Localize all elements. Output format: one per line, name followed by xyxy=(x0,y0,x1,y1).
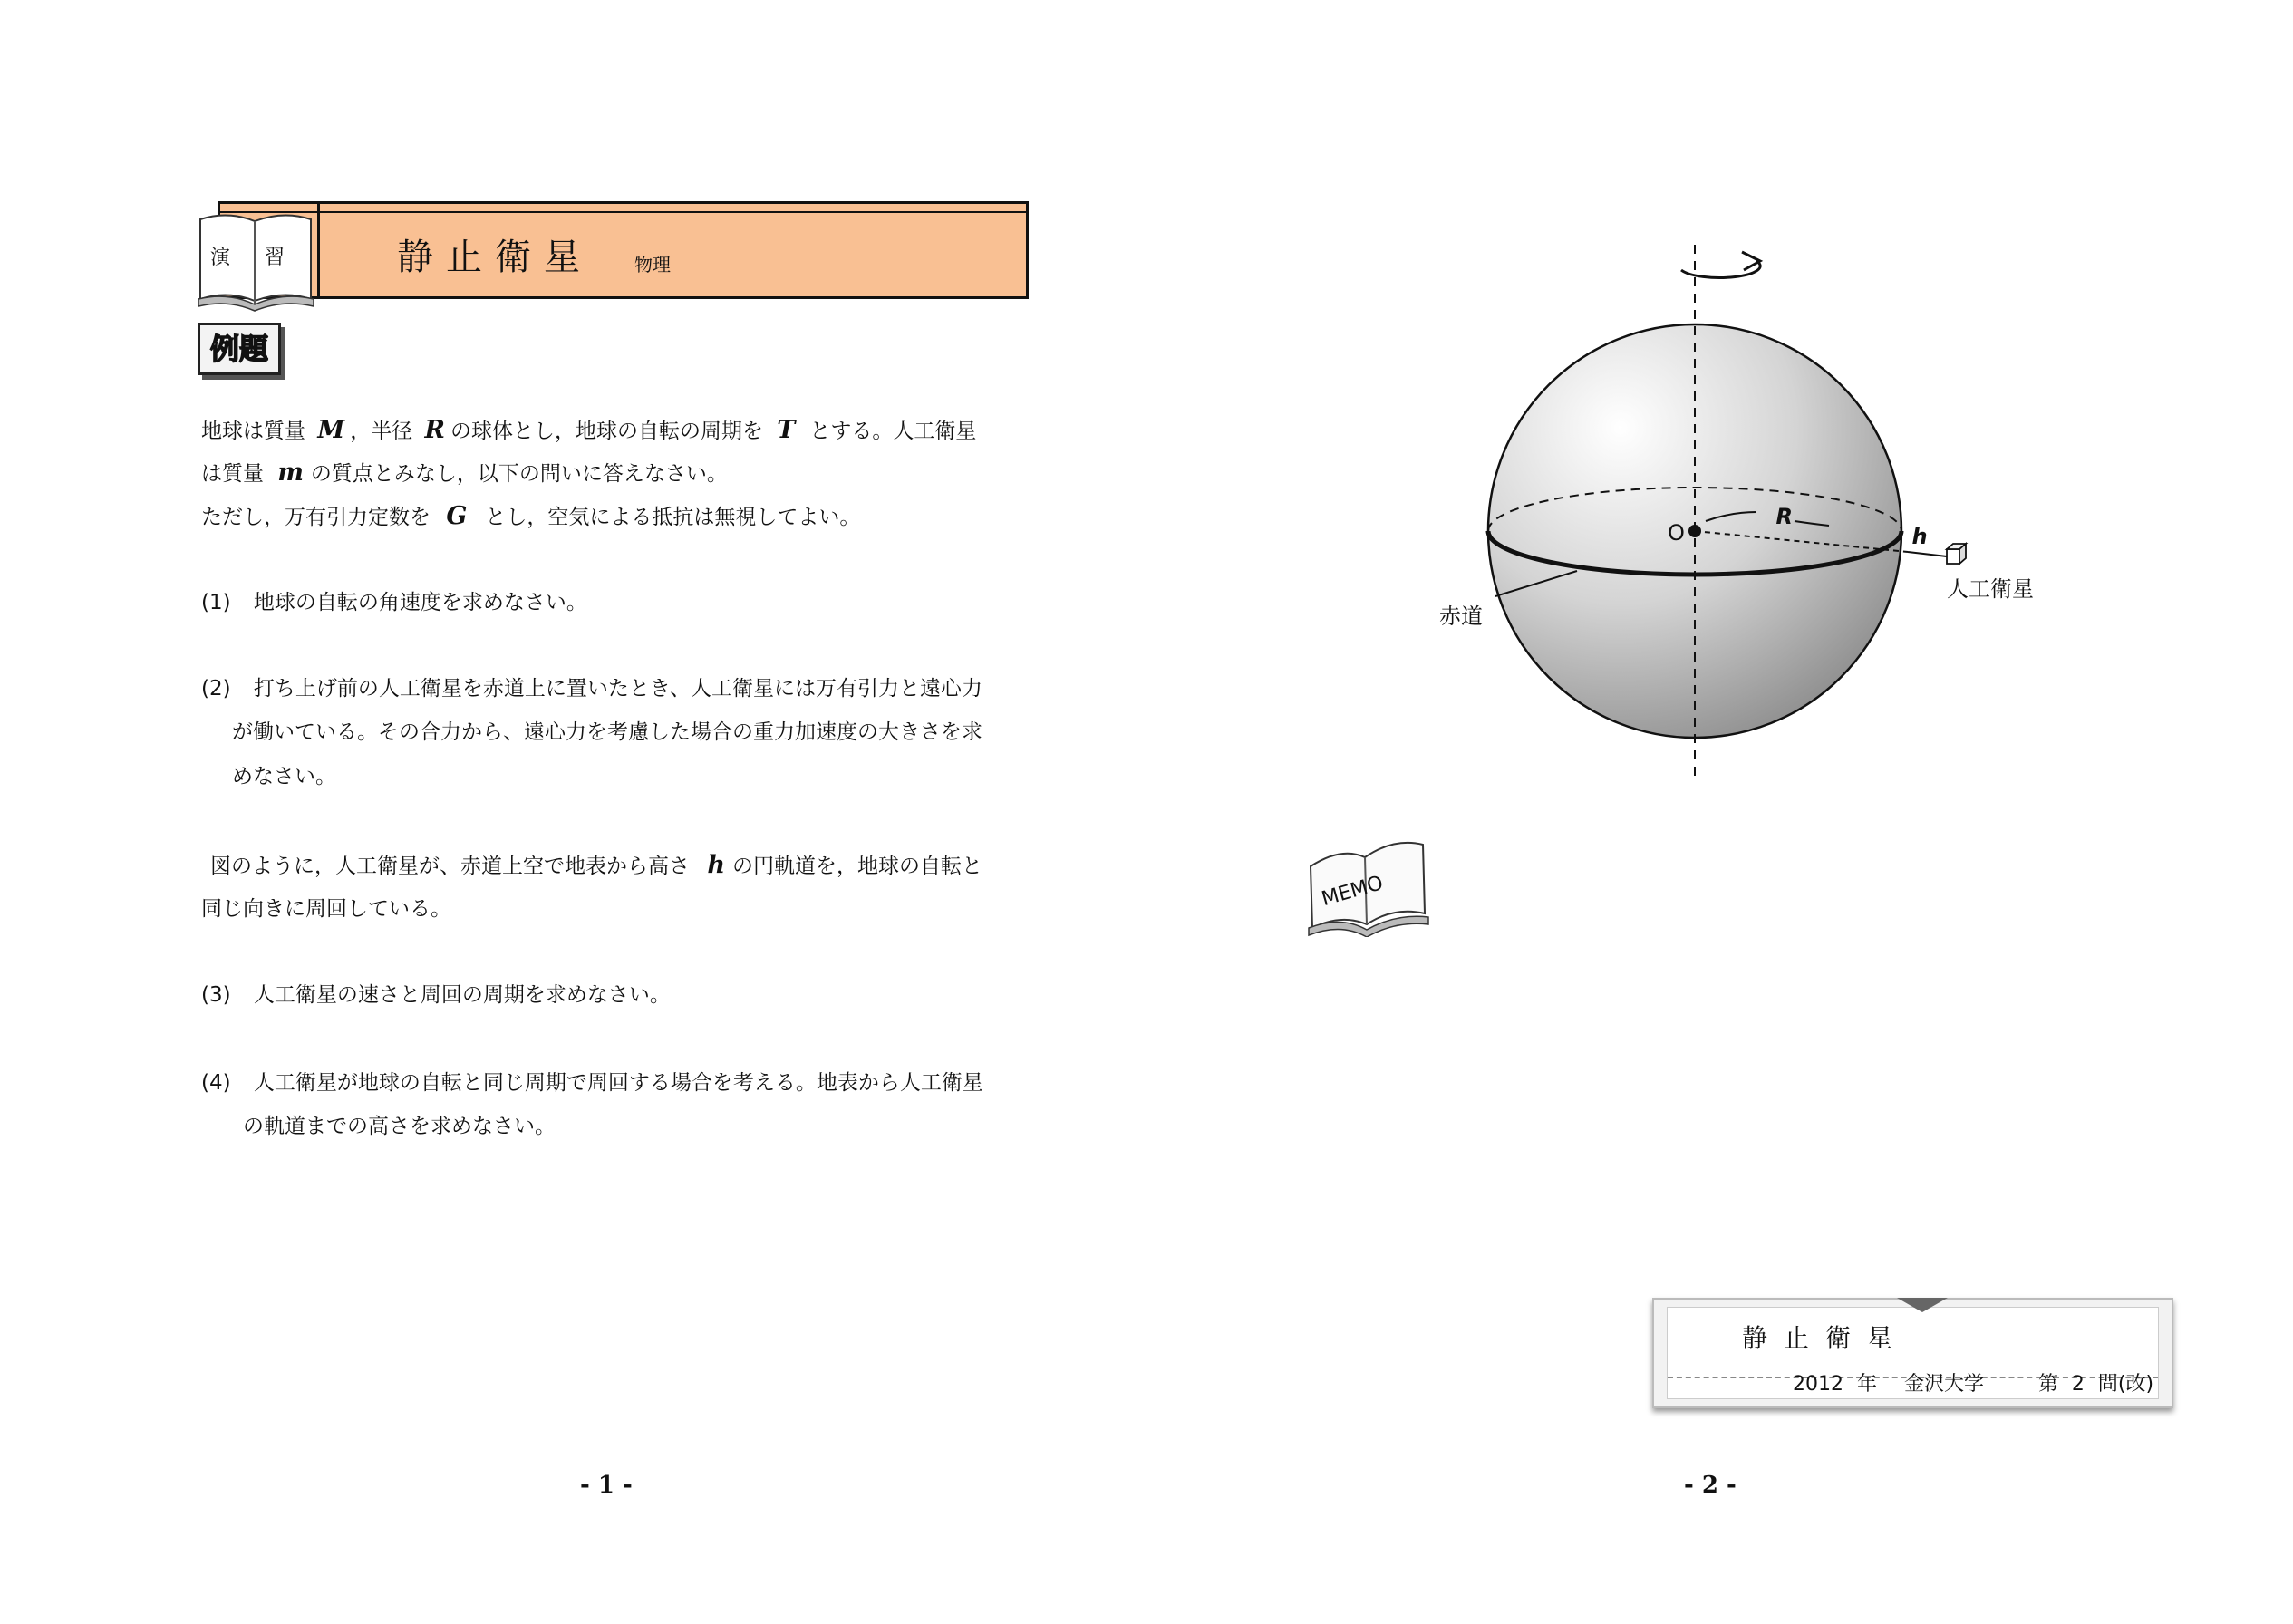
question-4-line-2: の軌道までの高さを求めなさい。 xyxy=(243,1115,556,1138)
book-label-right: 習 xyxy=(265,246,285,269)
memo-label: MEMO xyxy=(1319,872,1386,912)
intro-text: とし，空気による抵抗は無視してよい。 xyxy=(485,506,861,529)
question-3 xyxy=(201,981,671,1009)
question-text: 地球の自転の角速度を求めなさい。 xyxy=(253,591,587,614)
height-label: h xyxy=(1911,524,1928,549)
question-1 xyxy=(201,589,587,616)
satellite-label: 人工衛星 xyxy=(1947,576,2034,602)
intro-text: の質点とみなし，以下の問いに答えなさい。 xyxy=(310,462,728,486)
source-title: 静止衛星 xyxy=(1742,1323,1910,1353)
height-line xyxy=(1908,552,1947,556)
radius-label: R xyxy=(1775,504,1793,529)
book-label-left: 演 xyxy=(210,246,231,269)
intro-text: の球体とし，地球の自転の周期を xyxy=(450,420,763,443)
question-number: (2) xyxy=(201,677,231,701)
scenario-line-2: 同じ向きに周回している。 xyxy=(201,897,451,921)
equator-label: 赤道 xyxy=(1439,604,1483,629)
intro-line-3 xyxy=(201,503,860,531)
header-bar xyxy=(218,201,1029,299)
question-4-line-1 xyxy=(201,1069,983,1097)
source-notch xyxy=(1897,1298,1948,1312)
question-number: (1) xyxy=(201,591,231,614)
earth-satellite-diagram xyxy=(1414,236,2066,798)
intro-line-2 xyxy=(201,459,728,488)
question-number: (3) xyxy=(201,983,231,1007)
page-title: 静止衛星 xyxy=(397,237,593,278)
intro-text: は質量 xyxy=(201,462,264,486)
intro-text: ただし，万有引力定数を xyxy=(201,506,431,529)
page-number-left: - 1 - xyxy=(580,1472,633,1499)
source-meta: 2012 年 金沢大学 第 2 問(改) xyxy=(1793,1373,2154,1396)
question-2-line-1 xyxy=(201,675,982,702)
question-text: 打ち上げ前の人工衛星を赤道上に置いたとき、人工衛星には万有引力と遠心力 xyxy=(253,677,982,701)
var-radius: R xyxy=(424,416,445,444)
satellite-cube-icon xyxy=(1947,544,1966,564)
scenario-text: 図のように，人工衛星が、赤道上空で地表から高さ xyxy=(210,855,690,878)
intro-text: 地球は質量 xyxy=(201,420,305,443)
subject-label: 物理 xyxy=(634,254,671,276)
intro-line-1 xyxy=(201,417,976,445)
intro-text: ，半径 xyxy=(350,420,413,443)
var-height: h xyxy=(707,851,725,879)
question-text: 人工衛星が地球の自転と同じ周期で周回する場合を考える。地表から人工衛星 xyxy=(253,1071,983,1095)
scenario-text: の円軌道を，地球の自転と xyxy=(731,855,982,878)
rotation-arrow-icon xyxy=(1681,252,1760,277)
var-period: T xyxy=(777,416,796,444)
example-badge-label: 例題 xyxy=(209,332,268,366)
example-badge xyxy=(198,323,281,375)
memo-book-icon xyxy=(1305,837,1432,937)
var-gravitational-constant: G xyxy=(446,502,468,530)
center-label: O xyxy=(1668,520,1685,546)
intro-text: とする。人工衛星 xyxy=(809,420,977,443)
header-divider xyxy=(317,201,320,299)
center-point xyxy=(1688,525,1701,537)
page-number-right: - 2 - xyxy=(1684,1472,1737,1499)
var-mass-earth: M xyxy=(317,416,345,444)
question-2-line-3: めなさい。 xyxy=(232,765,336,788)
question-2-line-2: が働いている。その合力から、遠心力を考慮した場合の重力加速度の大きさを求 xyxy=(232,720,982,744)
var-mass-satellite: m xyxy=(277,459,304,487)
scenario-line-1 xyxy=(210,852,982,880)
question-text: 人工衛星の速さと周回の周期を求めなさい。 xyxy=(253,983,671,1007)
question-number: (4) xyxy=(201,1071,231,1095)
